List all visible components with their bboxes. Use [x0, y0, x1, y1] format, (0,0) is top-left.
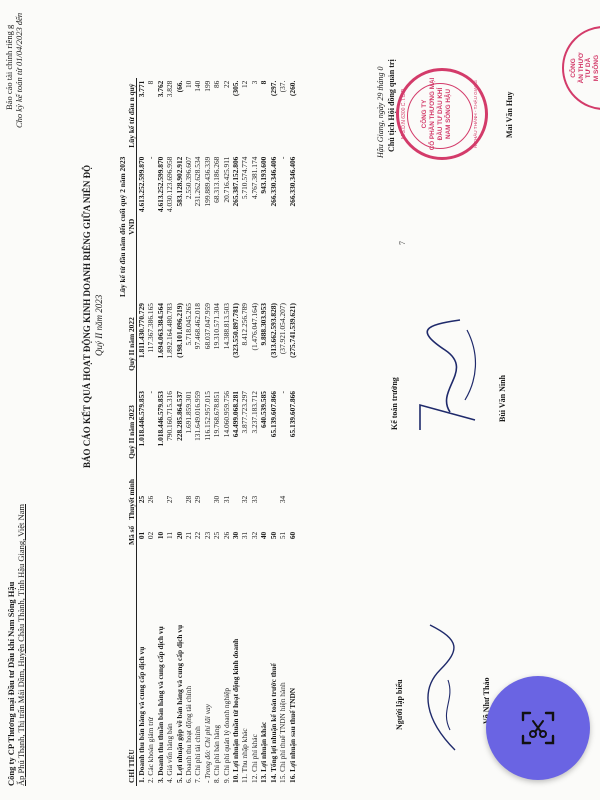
preparer-signature — [410, 620, 470, 760]
row-q2-2022: (37.921.054.207) — [278, 303, 288, 355]
row-code: 25 — [212, 531, 222, 540]
row-ytd-2023: 4.767.381.174 — [249, 156, 259, 200]
row-q2-2023: 116.152.957.015 — [202, 391, 212, 441]
row-note: 28 — [184, 495, 194, 504]
row-note — [269, 476, 278, 523]
report-title: BÁO CÁO KẾT QUẢ HOẠT ĐỘNG KINH DOANH RIÊNG GIỮA NIÊN ĐỘ — [82, 164, 92, 468]
row-q2-2023: 64.499.068.281 — [231, 391, 241, 438]
row-code: 32 — [249, 531, 259, 540]
row-code: 31 — [240, 531, 250, 540]
row-q2-2023: 640.539.585 — [259, 391, 269, 428]
row-ytd-2022: 22 — [221, 80, 231, 89]
row-ytd-2022: (37. — [278, 80, 288, 93]
row-q2-2022: (313.662.593.828) — [268, 303, 278, 358]
col-item: CHỈ TIÊU — [127, 749, 136, 783]
row-ytd-2022: 3.762 — [155, 80, 165, 98]
row-code: 22 — [193, 531, 203, 540]
row-q2-2023: 228.285.864.537 — [174, 391, 184, 441]
table-row — [222, 78, 231, 786]
table-row — [288, 78, 297, 786]
col-q2-2023: Quý II năm 2023 — [127, 405, 136, 459]
row-note: 26 — [146, 495, 156, 504]
row-label: 7. Chi phí tài chính — [193, 726, 203, 783]
preparer-name: Võ Như Thảo — [482, 677, 491, 724]
accountant-title: Kế toán trưởng — [390, 377, 399, 430]
row-ytd-2022: 12 — [240, 80, 250, 89]
stamp-bottom-text: H.CHÂU THÀNH - T.HẬU GIANG — [473, 80, 478, 148]
row-ytd-2022: (305. — [231, 80, 241, 97]
row-code: 20 — [174, 531, 184, 540]
row-ytd-2022: (297. — [268, 80, 278, 97]
row-ytd-2022: (66. — [174, 80, 184, 93]
row-ytd-2023: - — [146, 156, 156, 160]
row-note: 27 — [165, 495, 175, 504]
row-label: - Trong đó: Chi phí lãi vay — [202, 704, 212, 783]
row-q2-2022: 9.888.303.953 — [259, 303, 269, 346]
row-q2-2023: 65.139.607.866 — [287, 391, 297, 438]
row-ytd-2023: 266.330.346.406 — [287, 156, 297, 207]
row-code: 02 — [146, 531, 156, 540]
partial-stamp-line: CÔNG — [570, 58, 577, 78]
row-q2-2023: 19.768.678.851 — [212, 391, 222, 438]
row-code: 51 — [278, 531, 288, 540]
row-note: 34 — [278, 495, 288, 504]
partial-stamp-line: TƯ DẦ — [585, 57, 592, 79]
row-code: 40 — [259, 531, 269, 540]
row-code: 50 — [268, 531, 278, 540]
row-ytd-2023: 2.550.396.607 — [184, 156, 194, 200]
header-right-line1: Báo cáo tài chính riêng g — [4, 24, 14, 110]
row-ytd-2023: 20.716.425.911 — [221, 156, 231, 203]
table-row — [146, 78, 155, 786]
row-label: 15. Chi phí thuế TNDN hiện hành — [278, 682, 288, 783]
row-q2-2022: (1.476.047.164) — [249, 303, 259, 351]
row-q2-2023: 131.649.016.959 — [193, 391, 203, 441]
preparer-title: Người lập biểu — [395, 679, 404, 730]
row-q2-2023: 65.139.607.866 — [268, 391, 278, 438]
screenshot-crop-button[interactable] — [486, 676, 590, 780]
row-note: 33 — [249, 495, 259, 504]
row-note: 25 — [137, 476, 147, 523]
table-row — [278, 78, 287, 786]
company-stamp — [396, 68, 488, 160]
row-q2-2022: 68.037.047.959 — [202, 303, 212, 350]
row-ytd-2022: 8 — [259, 80, 269, 85]
table-row — [175, 78, 184, 786]
row-q2-2022: (323.550.897.781) — [231, 303, 241, 358]
row-code: 60 — [287, 531, 297, 540]
stamp-ring-text: M.S.D.N 6300 C.T.C.P — [401, 89, 407, 140]
row-label: 3. Doanh thu thuần bán hàng và cung cấp dịch vụ — [155, 626, 165, 783]
row-note: 32 — [240, 495, 250, 504]
report-period: Quý II năm 2023 — [94, 294, 104, 356]
table-row — [203, 78, 212, 786]
row-q2-2022: 14.388.813.503 — [221, 303, 231, 350]
row-ytd-2022: 199 — [202, 80, 212, 92]
income-statement-table — [118, 78, 297, 786]
row-label: 8. Chi phí bán hàng — [212, 724, 222, 783]
stamp-line: CÔNG TY — [421, 99, 428, 129]
accountant-signature — [405, 310, 490, 450]
row-label: 4. Giá vốn hàng bán — [165, 723, 175, 783]
row-note — [203, 476, 212, 523]
row-ytd-2023: 4.030.123.696.958 — [165, 156, 175, 213]
row-ytd-2023: 199.889.436.339 — [202, 156, 212, 207]
row-label: 1. Doanh thu bán hàng và cung cấp dịch vụ — [137, 548, 147, 786]
row-ytd-2023: 68.313.186.268 — [212, 156, 222, 203]
table-row — [240, 78, 249, 786]
row-ytd-2023: 4.613.252.599.870 — [155, 156, 165, 213]
row-ytd-2023: 231.262.628.534 — [193, 156, 203, 207]
scissors-crop-icon — [520, 710, 556, 746]
stamp-line: ĐẦU TƯ DẦU KHÍ — [437, 87, 444, 141]
row-label: 10. Lợi nhuận thuần từ hoạt động kinh doanh — [231, 638, 241, 783]
stamp-line: NAM SÔNG HẬU — [445, 88, 452, 140]
row-label: 11. Thu nhập khác — [240, 728, 250, 783]
row-q2-2023: - — [146, 391, 156, 394]
row-ytd-2022: 10 — [184, 80, 194, 89]
row-q2-2022: 97.468.462.018 — [193, 303, 203, 350]
col-code: Mã số — [127, 525, 136, 545]
date-line: Hậu Giang, ngày 29 tháng 0 — [376, 66, 385, 158]
row-code: 11 — [165, 531, 175, 540]
table-row — [156, 78, 165, 786]
table-row — [137, 78, 147, 786]
table-row — [231, 78, 240, 786]
partial-stamp-line: ẦN THƯƠ — [577, 52, 585, 84]
row-code: 23 — [202, 531, 212, 540]
row-q2-2023: 3.237.183.712 — [249, 391, 259, 434]
row-ytd-2023: 943.193.600 — [259, 156, 269, 194]
col-q2-2022: Quý II năm 2022 — [127, 317, 136, 371]
table-row — [269, 78, 278, 786]
row-ytd-2023: 266.330.346.406 — [268, 156, 278, 207]
board-chair-title: Chủ tịch Hội đồng quản trị — [387, 59, 396, 152]
row-code: 01 — [137, 523, 147, 548]
row-note — [175, 476, 184, 523]
table-row — [165, 78, 174, 786]
page-number: 7 — [398, 241, 407, 245]
partial-stamp-line: M SÔNG — [592, 54, 600, 82]
company-name: Công ty CP Thương mại Đầu tư Dầu khí Nam Sông Hậu — [6, 581, 16, 786]
row-note — [288, 476, 297, 523]
row-q2-2022: (198.101.096.219) — [174, 303, 184, 358]
row-label: 16. Lợi nhuận sau thuế TNDN — [287, 687, 297, 783]
row-q2-2022: (275.741.539.621) — [287, 303, 297, 358]
row-q2-2022: 19.310.571.304 — [212, 303, 222, 350]
row-ytd-2023: 265.387.152.806 — [231, 156, 241, 207]
row-q2-2022: 5.718.045.265 — [184, 303, 194, 346]
partial-stamp — [562, 26, 600, 110]
row-label: 5. Lợi nhuận gộp về bán hàng và cung cấp dịch vụ — [174, 624, 184, 783]
row-note — [231, 476, 240, 523]
row-note: 31 — [221, 495, 231, 504]
accountant-name: Bùi Văn Ninh — [498, 375, 507, 422]
row-label: 2. Các khoản giảm trừ — [146, 717, 156, 783]
row-q2-2022: 1.811.430.770.729 — [137, 300, 147, 388]
row-label: 6. Doanh thu hoạt động tài chính — [184, 685, 194, 783]
row-label: 9. Chi phí quản lý doanh nghiệp — [221, 687, 231, 783]
row-code: 30 — [231, 531, 241, 540]
row-ytd-2022: 3 — [249, 80, 259, 85]
row-q2-2022: 8.412.256.789 — [240, 303, 250, 346]
row-ytd-2022: 3.771 — [137, 78, 147, 154]
row-q2-2022: 1.694.063.384.564 — [155, 303, 165, 359]
row-ytd-2023: 4.613.252.599.870 — [137, 154, 147, 300]
table-row — [184, 78, 193, 786]
table-row — [250, 78, 259, 786]
col-note: Thuyết minh — [127, 479, 136, 520]
row-q2-2023: 3.877.723.297 — [240, 391, 250, 434]
row-q2-2023: 1.018.446.579.853 — [137, 388, 147, 476]
row-ytd-2022: (260. — [287, 80, 297, 97]
row-label: 14. Tổng lợi nhuận kế toán trước thuế — [268, 663, 278, 783]
row-q2-2023: - — [278, 391, 288, 394]
col-ytd-2023: Lũy kế từ đầu năm đến cuối quý 2 năm 2023 VND — [118, 156, 136, 298]
col-ytd-2022: Lũy kế từ đầu n quý — [127, 83, 136, 148]
header-right-line2: Cho kỳ kế toán từ 01/04/2023 đến — [14, 12, 24, 128]
row-ytd-2022: 8 — [146, 80, 156, 85]
row-ytd-2023: 5.710.574.774 — [240, 156, 250, 200]
row-code: 26 — [221, 531, 231, 540]
row-note — [259, 476, 268, 523]
row-ytd-2022: 140 — [193, 80, 203, 92]
row-ytd-2023: - — [278, 156, 288, 160]
stamp-line: CỔ PHẦN THƯƠNG MẠI — [429, 77, 436, 151]
row-label: 13. Lợi nhuận khác — [259, 721, 269, 783]
row-q2-2023: 1.018.446.579.853 — [155, 391, 165, 447]
row-q2-2023: 790.160.715.316 — [165, 391, 175, 441]
row-label: 12. Chi phí khác — [249, 734, 259, 783]
row-q2-2023: 14.060.959.756 — [221, 391, 231, 438]
board-chair-name: Mai Văn Huy — [505, 91, 514, 138]
row-code: 21 — [184, 531, 194, 540]
row-ytd-2022: 3.828 — [165, 80, 175, 98]
table-row — [193, 78, 202, 786]
row-q2-2022: 1.892.164.480.783 — [165, 303, 175, 359]
row-ytd-2022: 86 — [212, 80, 222, 89]
row-note: 30 — [212, 495, 222, 504]
row-q2-2023: 1.691.859.301 — [184, 391, 194, 434]
table-row — [212, 78, 221, 786]
row-q2-2022: 117.367.386.165 — [146, 303, 156, 353]
row-note: 29 — [193, 495, 203, 504]
row-note — [156, 476, 165, 523]
row-ytd-2023: 583.128.902.912 — [174, 156, 184, 207]
table-row — [259, 78, 268, 786]
company-address: Ấp Phú Thạnh, Thị trấn Mái Dầm, Huyện Châu Thành, Tỉnh Hậu Giang, Việt Nam — [16, 504, 26, 786]
row-code: 10 — [155, 531, 165, 540]
